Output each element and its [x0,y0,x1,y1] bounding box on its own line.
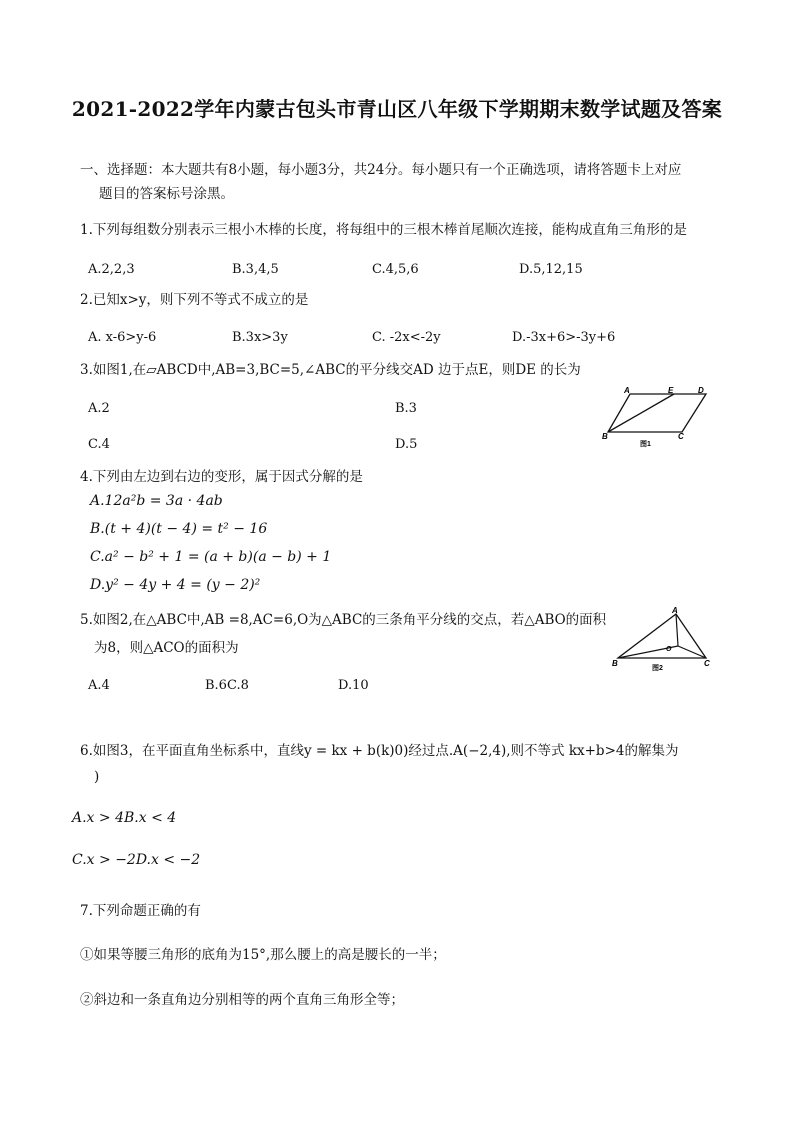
q1-stem: 1.下列每组数分别表示三根小木棒的长度，将每组中的三根木棒首尾顺次连接，能构成直角三角形的是 [80,222,687,238]
q2-option-d: D.-3x+6>-3y+6 [512,330,616,345]
label-a: A [672,606,678,615]
q6-options-cd: C.x > −2D.x < −2 [72,852,201,868]
bisector-be [608,394,674,432]
q1-option-a: A.2,2,3 [88,262,135,277]
q3-stem: 3.如图1,在▱ABCD中,AB=3,BC=5,∠ABC的平分线交AD 边于点E，则DE 的长为 [80,362,581,378]
label-e: E [668,386,674,395]
q5-stem-line1: 5.如图2,在△ABC中,AB =8,AC=6,O为△ABC的三条角平分线的交点，若△ABO的面积 [80,612,607,628]
q6-stem-line2: ) [94,769,100,785]
section-instructions-line2: 题目的答案标号涂黑。 [99,186,234,202]
q2-option-b: B.3x>3y [232,330,288,345]
label-a: A [624,386,630,395]
section-instructions-line1: 一、选择题：本大题共有8小题，每小题3分，共24分。每小题只有一个正确选项，请将答题卡上对应 [80,162,682,178]
q1-option-c: C.4,5,6 [372,262,419,277]
figure-2-caption: 图2 [652,665,663,672]
q4-option-b: B.(t + 4)(t − 4) = t² − 16 [90,521,268,537]
q7-stem: 7.下列命题正确的有 [80,903,201,919]
q4-option-c: C.a² − b² + 1 = (a + b)(a − b) + 1 [90,549,332,565]
q6-stem-line1: 6.如图3，在平面直角坐标系中，直线y = kx + b(k)0)经过点.A(−2,4),则不等式 kx+b>4的解集为 [80,743,679,759]
label-b: B [612,659,618,668]
q4-option-a: A.12a²b = 3a · 4ab [90,493,223,509]
figure-1-parallelogram [598,384,718,452]
q2-option-c: C. -2x<-2y [372,330,441,345]
q6-options-ab: A.x > 4B.x < 4 [72,810,177,826]
q2-option-a: A. x-6>y-6 [88,330,157,345]
q1-option-b: B.3,4,5 [232,262,279,277]
page-title: 2021-2022学年内蒙古包头市青山区八年级下学期期末数学试题及答案 [71,97,723,121]
label-c: C [704,659,710,668]
q2-stem: 2.已知x>y，则下列不等式不成立的是 [80,292,309,308]
q3-option-d: D.5 [395,437,418,452]
q3-option-a: A.2 [88,401,110,416]
parallelogram-abcd [608,394,706,432]
figure-2-triangle [608,604,718,674]
triangle-abc [618,614,706,658]
q5-option-bc: B.6C.8 [205,678,249,693]
label-c: C [678,432,684,441]
q5-option-d: D.10 [338,678,369,693]
figure-1-caption: 图1 [640,441,651,448]
q3-option-b: B.3 [395,401,417,416]
q4-stem: 4.下列由左边到右边的变形，属于因式分解的是 [80,469,363,485]
q5-stem-line2: 为8，则△ACO的面积为 [94,640,239,656]
q7-item-2: ②斜边和一条直角边分别相等的两个直角三角形全等； [80,992,404,1008]
label-b: B [602,432,608,441]
segment-ao [676,614,678,646]
q5-option-a: A.4 [88,678,110,693]
label-o: O [666,646,672,653]
q7-item-1: ①如果等腰三角形的底角为15°,那么腰上的高是腰长的一半； [80,947,446,963]
label-d: D [698,386,704,395]
q3-option-c: C.4 [88,437,110,452]
q1-option-d: D.5,12,15 [519,262,583,277]
q4-option-d: D.y² − 4y + 4 = (y − 2)² [90,577,261,593]
